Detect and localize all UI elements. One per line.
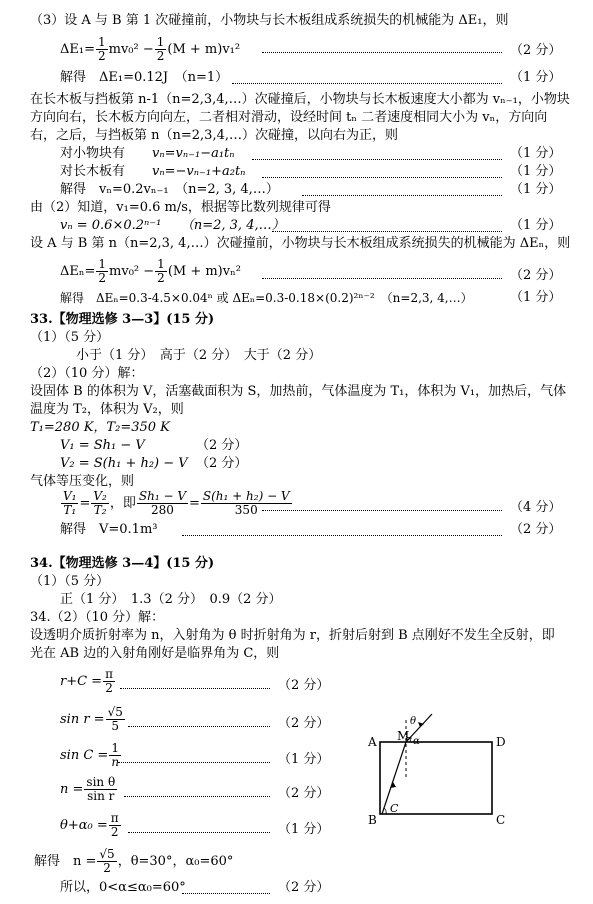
dot-leader <box>272 231 502 232</box>
eqn-half-frac: $\frac{1}{2}$ <box>98 257 107 285</box>
v1-over-t1: $\frac{\text{V₁}}{\text{T₁}}$ <box>63 489 77 517</box>
gas-ji: ，即 <box>109 495 136 511</box>
score: （1 分） <box>278 752 330 767</box>
q34-setup-2: 光在 AB 边的入射角刚好是临界角为 C，则 <box>30 646 280 661</box>
q34-part2: 34.（2）（10 分）解： <box>30 610 165 625</box>
dot-leader <box>128 832 270 833</box>
block-equation: vₙ=vₙ₋₁−a₁tₙ <box>152 146 235 161</box>
p3-paragraph-2: 方向向右，长木板方向向左，二者相对滑动，设经时间 tₙ 二者速度相同大小为 vₙ，方向向 <box>30 110 548 125</box>
eq1-term-a: mv₀² − <box>108 41 154 57</box>
dot-leader <box>262 52 502 53</box>
p3-known: 由（2）知道，v₁=0.6 m/s，根据等比数列规律可得 <box>30 200 331 215</box>
score: （1 分） <box>278 822 330 837</box>
score: （2 分） <box>278 678 330 693</box>
p3-eqn <box>60 258 241 285</box>
dot-leader <box>232 83 502 84</box>
v2-equation: V₂ = S(h₁ + h₂) − V <box>60 456 188 471</box>
q33-setup-2: 温度为 T₂，体积为 V₂，则 <box>30 402 184 417</box>
score: （2 分） <box>278 880 330 895</box>
label-alpha: α <box>413 736 420 747</box>
v2-over-t2: $\frac{\text{V₂}}{\text{T₂}}$ <box>93 489 107 517</box>
eq-theta-alpha: θ+α₀ = $\frac{\pi}{2}$ <box>60 811 119 839</box>
eq1-term-b: (M + m)v₁² <box>167 41 241 57</box>
q34-part1: （1）（5 分） <box>30 574 110 589</box>
eq-n: n = $\frac{\text{sin θ}}{\text{sin r}}$ <box>60 775 116 803</box>
eq1-half-frac-2: $\frac{1}{2}$ <box>156 35 165 63</box>
dot-leader <box>262 510 502 511</box>
q34-conclusion: 所以，0<α≤α₀=60° <box>60 880 186 895</box>
refraction-figure <box>360 700 510 830</box>
score: （1 分） <box>510 70 562 85</box>
score: （2 分） <box>278 786 330 801</box>
label-c: C <box>496 813 506 827</box>
board-equation: vₙ=−vₙ₋₁+a₂tₙ <box>152 164 246 179</box>
arrow-head <box>390 782 396 788</box>
q33-answer1: 小于（1 分） 高于（2 分） 大于（2 分） <box>76 348 322 363</box>
dot-leader <box>182 893 270 894</box>
eq1-lhs: ΔE₁= <box>60 41 95 57</box>
label-theta: θ <box>410 716 417 727</box>
score: （2 分） <box>278 716 330 731</box>
dot-leader <box>124 796 270 797</box>
eq-sin-r: sin r = $\frac{√5}{5}$ <box>60 705 123 733</box>
label-d: D <box>496 735 506 749</box>
p3-solution-2: 解得 vₙ=0.2vₙ₋₁ （n=2, 3, 4,…） <box>60 182 279 197</box>
score: （4 分） <box>510 500 562 515</box>
p3-solution-3: 解得 ΔEₙ=0.3-4.5×0.04ⁿ 或 ΔEₙ=0.3-0.18×(0.2)²ⁿ⁻² （n=2,3, 4,…） <box>60 291 473 305</box>
score: （1 分） <box>510 290 562 305</box>
dot-leader <box>128 726 270 727</box>
score: （2 分） <box>510 43 562 58</box>
dot-leader <box>262 278 502 279</box>
q33-title: 33.【物理选修 3—3】(15 分) <box>30 312 215 327</box>
dot-leader <box>120 688 270 689</box>
score: （2 分） <box>510 268 562 283</box>
board-label: 对长木板有 <box>60 164 126 179</box>
gas-frac-1: $\frac{\text{Sh₁ − V}}{280}$ <box>138 489 186 517</box>
p3-paragraph-3: 右，之后，与挡板第 n（n=2,3,4,…）次碰撞，以向右为正，则 <box>30 128 398 143</box>
block-label: 对小物块有 <box>60 146 126 161</box>
label-b: B <box>368 813 377 827</box>
q33-part2: （2）（10 分）解： <box>30 366 144 381</box>
p3-paragraph-1: 在长木板与挡板第 n-1（n=2,3,4,…）次碰撞后，小物块与长木板速度大小都为 vₙ₋₁，小物块 <box>30 92 570 107</box>
p3-eq1 <box>60 36 240 63</box>
label-a: A <box>368 735 377 749</box>
label-m: M <box>397 729 410 743</box>
score: （2 分） <box>196 438 248 453</box>
gas-frac-2: $\frac{\text{S(h₁ + h₂) − V}}{350}$ <box>202 489 290 517</box>
q33-solution: 解得 V=0.1m³ <box>60 522 158 537</box>
dot-leader <box>182 535 502 536</box>
vn-equation: vₙ = 0.6×0.2ⁿ⁻¹ （n=2, 3, 4,…） <box>60 218 285 233</box>
q34-solution: 解得 n = $\frac{√5}{2}$ ，θ=30°，α₀=60° <box>34 847 234 875</box>
dot-leader <box>302 195 502 196</box>
eq-sin-c: sin C = $\frac{1}{n}$ <box>60 741 120 769</box>
dot-leader <box>262 177 502 178</box>
score: （2 分） <box>510 522 562 537</box>
score: （1 分） <box>510 218 562 233</box>
label-angle-c: C <box>390 802 399 815</box>
dot-leader <box>118 762 270 763</box>
eq1-half-frac: $\frac{1}{2}$ <box>97 35 106 63</box>
q33-part1: （1）（5 分） <box>30 330 110 345</box>
dot-leader <box>252 159 502 160</box>
q34-title: 34.【物理选修 3—4】(15 分) <box>30 556 215 571</box>
score: （1 分） <box>510 182 562 197</box>
q33-setup-1: 设固体 B 的体积为 V，活塞截面积为 S，加热前，气体温度为 T₁，体积为 V₁，加热后，气体 <box>30 384 567 399</box>
eq-r-plus-c: r+C = $\frac{\pi}{2}$ <box>60 667 113 695</box>
eqn-term-a: mv₀² − <box>109 263 155 279</box>
score: （1 分） <box>510 146 562 161</box>
q33-isobaric: 气体等压变化，则 <box>30 474 135 489</box>
q33-temps: T₁=280 K，T₂=350 K <box>30 420 170 435</box>
eqn-term-b: (M + m)vₙ² <box>167 263 241 279</box>
p3-set-n: 设 A 与 B 第 n（n=2,3, 4,…）次碰撞前，小物块与长木板组成系统损失的机械能为 ΔEₙ，则 <box>30 236 571 251</box>
score: （1 分） <box>510 164 562 179</box>
eqn-half-frac-2: $\frac{1}{2}$ <box>157 257 165 285</box>
q34-answer1: 正（1 分） 1.3（2 分） 0.9（2 分） <box>60 592 282 607</box>
q34-setup-1: 设透明介质折射率为 n，入射角为 θ 时折射角为 r，折射后射到 B 点刚好不发生全反射，即 <box>30 628 555 643</box>
score: （2 分） <box>196 456 248 471</box>
v1-equation: V₁ = Sh₁ − V <box>60 438 145 453</box>
eqn-lhs: ΔEₙ= <box>60 263 96 279</box>
gas-law-equation: $\frac{\text{V₁}}{\text{T₁}}$ = $\frac{\text{V₂}}{\text{T₂}}$ ，即 $\frac{\text{Sh₁ − V}}{280}$ = $\frac{\text{S(h₁ + h₂) − V}}{350}$ <box>63 489 290 517</box>
p3-intro: （3）设 A 与 B 第 1 次碰撞前，小物块与长木板组成系统损失的机械能为 ΔE₁，则 <box>30 13 509 28</box>
p3-solution-1: 解得 ΔE₁=0.12J （n=1） <box>60 70 229 85</box>
